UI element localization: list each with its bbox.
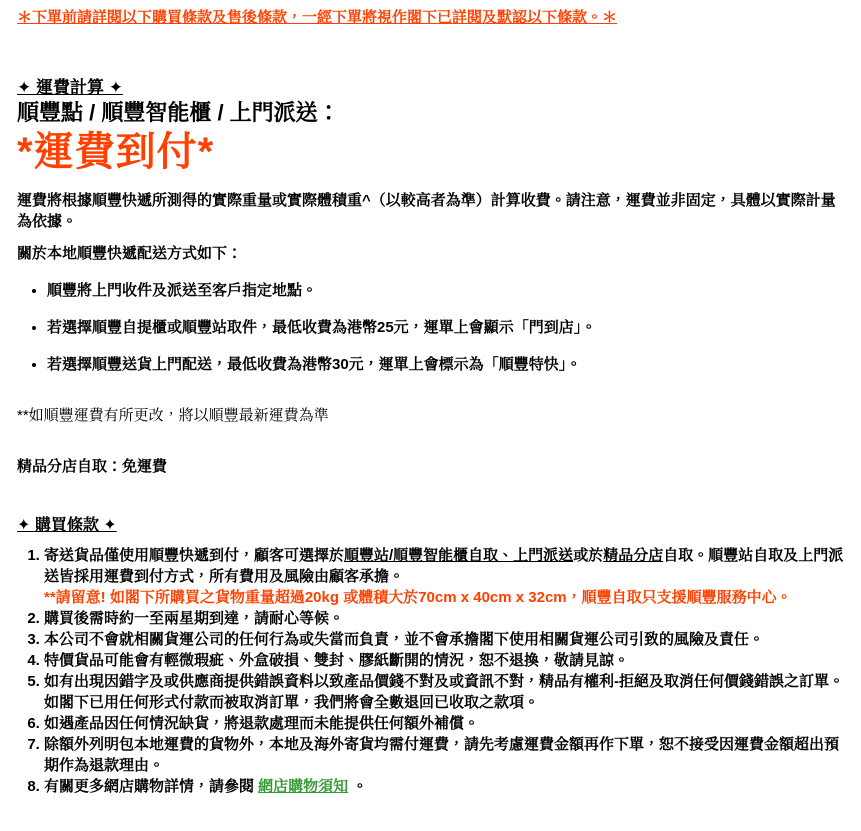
term-8-text-a: 有關更多網店購物詳情，請參閱 [44, 778, 259, 795]
term-item-delivery-time: 2. 購買後需時約一至兩星期到達，請耐心等候。 [44, 608, 845, 629]
delivery-option-door-pickup: • 順豐將上門收件及派送至客戶指定地點。 [47, 280, 845, 301]
term-item-out-of-stock: 6. 如遇產品因任何情況缺貨，將退款處理而未能提供任何額外補償。 [44, 713, 845, 734]
term-1-text-c: 自取。順豐站自取及上門派送皆採用運費到付方式，所有費用及風險由顧客承擔。 [44, 547, 844, 585]
shipping-methods-subheading: 順豐點 / 順豐智能櫃 / 上門派送： [17, 100, 340, 125]
purchase-terms-heading: ✦ 購買條款 ✦ [17, 517, 117, 534]
term-item-more-info [44, 776, 845, 797]
delivery-option-locker-station: • 若選擇順豐自提櫃或順豐站取件，最低收費為港幣25元，運單上會顯示「門到店」。 [47, 317, 845, 338]
term-1-sf-pickup-options: 順豐站/順豐智能櫃自取、上門派送 [344, 547, 574, 564]
shop-guide-link[interactable]: 網店購物須知 [258, 778, 349, 795]
term-1-text-a: 寄送貨品僅使用順豐快遞到付，顧客可選擇於 [44, 547, 345, 564]
term-item-shipping-cost-responsibility: 7. 除額外列明包本地運費的貨物外，本地及海外寄貨均需付運費，請先考慮運費金額再作下單，恕不接受因運費金額超出預期作為退款理由。 [44, 734, 845, 776]
term-1-store-pickup: 精品分店 [603, 547, 664, 564]
weight-size-limit-warning: **請留意! 如閣下所購買之貨物重量超過20kg 或體積大於70cm x 40cm x 32cm，順豐自取只支援順豐服務中心。 [44, 589, 792, 606]
store-pickup-free-note: 精品分店自取：免運費 [17, 458, 168, 475]
fee-change-note: **如順豐運費有所更改，將以順豐最新運費為準 [17, 407, 329, 424]
term-item-discount-goods-condition: 4. 特價貨品可能會有輕微瑕疵、外盒破損、雙封、膠紙斷開的情況，恕不退換，敬請見諒。 [44, 650, 845, 671]
delivery-methods-intro: 關於本地順豐快遞配送方式如下： [17, 245, 243, 262]
term-item-pricing-errors: 5. 如有出現因錯字及或供應商提供錯誤資料以致產品價錢不對及或資訊不對，精品有權利-拒絕及取消任何價錢錯誤之訂單。如閣下已用任何形式付款而被取消訂單，我們將會全數退回已收取之款項。 [44, 671, 845, 713]
pre-order-notice: ＊下單前請詳閱以下購買條款及售後條款，一經下單將視作閣下已詳閱及默認以下條款。＊ [17, 9, 618, 26]
delivery-options-list [17, 280, 845, 375]
delivery-option-home-delivery: • 若選擇順豐送貨上門配送，最低收費為港幣30元，運單上會標示為「順豐特快」。 [47, 354, 845, 375]
term-item-courier-liability: 3. 本公司不會就相關貨運公司的任何行為或失當而負責，並不會承擔閣下使用相關貨運公司引致的風險及責任。 [44, 629, 845, 650]
purchase-terms-list [17, 545, 845, 797]
term-item-shipping-options [44, 545, 845, 608]
term-8-text-b: 。 [348, 778, 368, 795]
shipping-fee-section-heading: ✦ 運費計算 ✦ [17, 78, 123, 97]
term-1-text-b: 或於 [573, 547, 604, 564]
freight-collect-highlight: *運費到付* [17, 130, 215, 174]
fee-calculation-paragraph: 運費將根據順豐快遞所測得的實際重量或實際體積重^（以較高者為準）計算收費。請注意，運費並非固定，具體以實際計量為依據。 [17, 192, 836, 230]
